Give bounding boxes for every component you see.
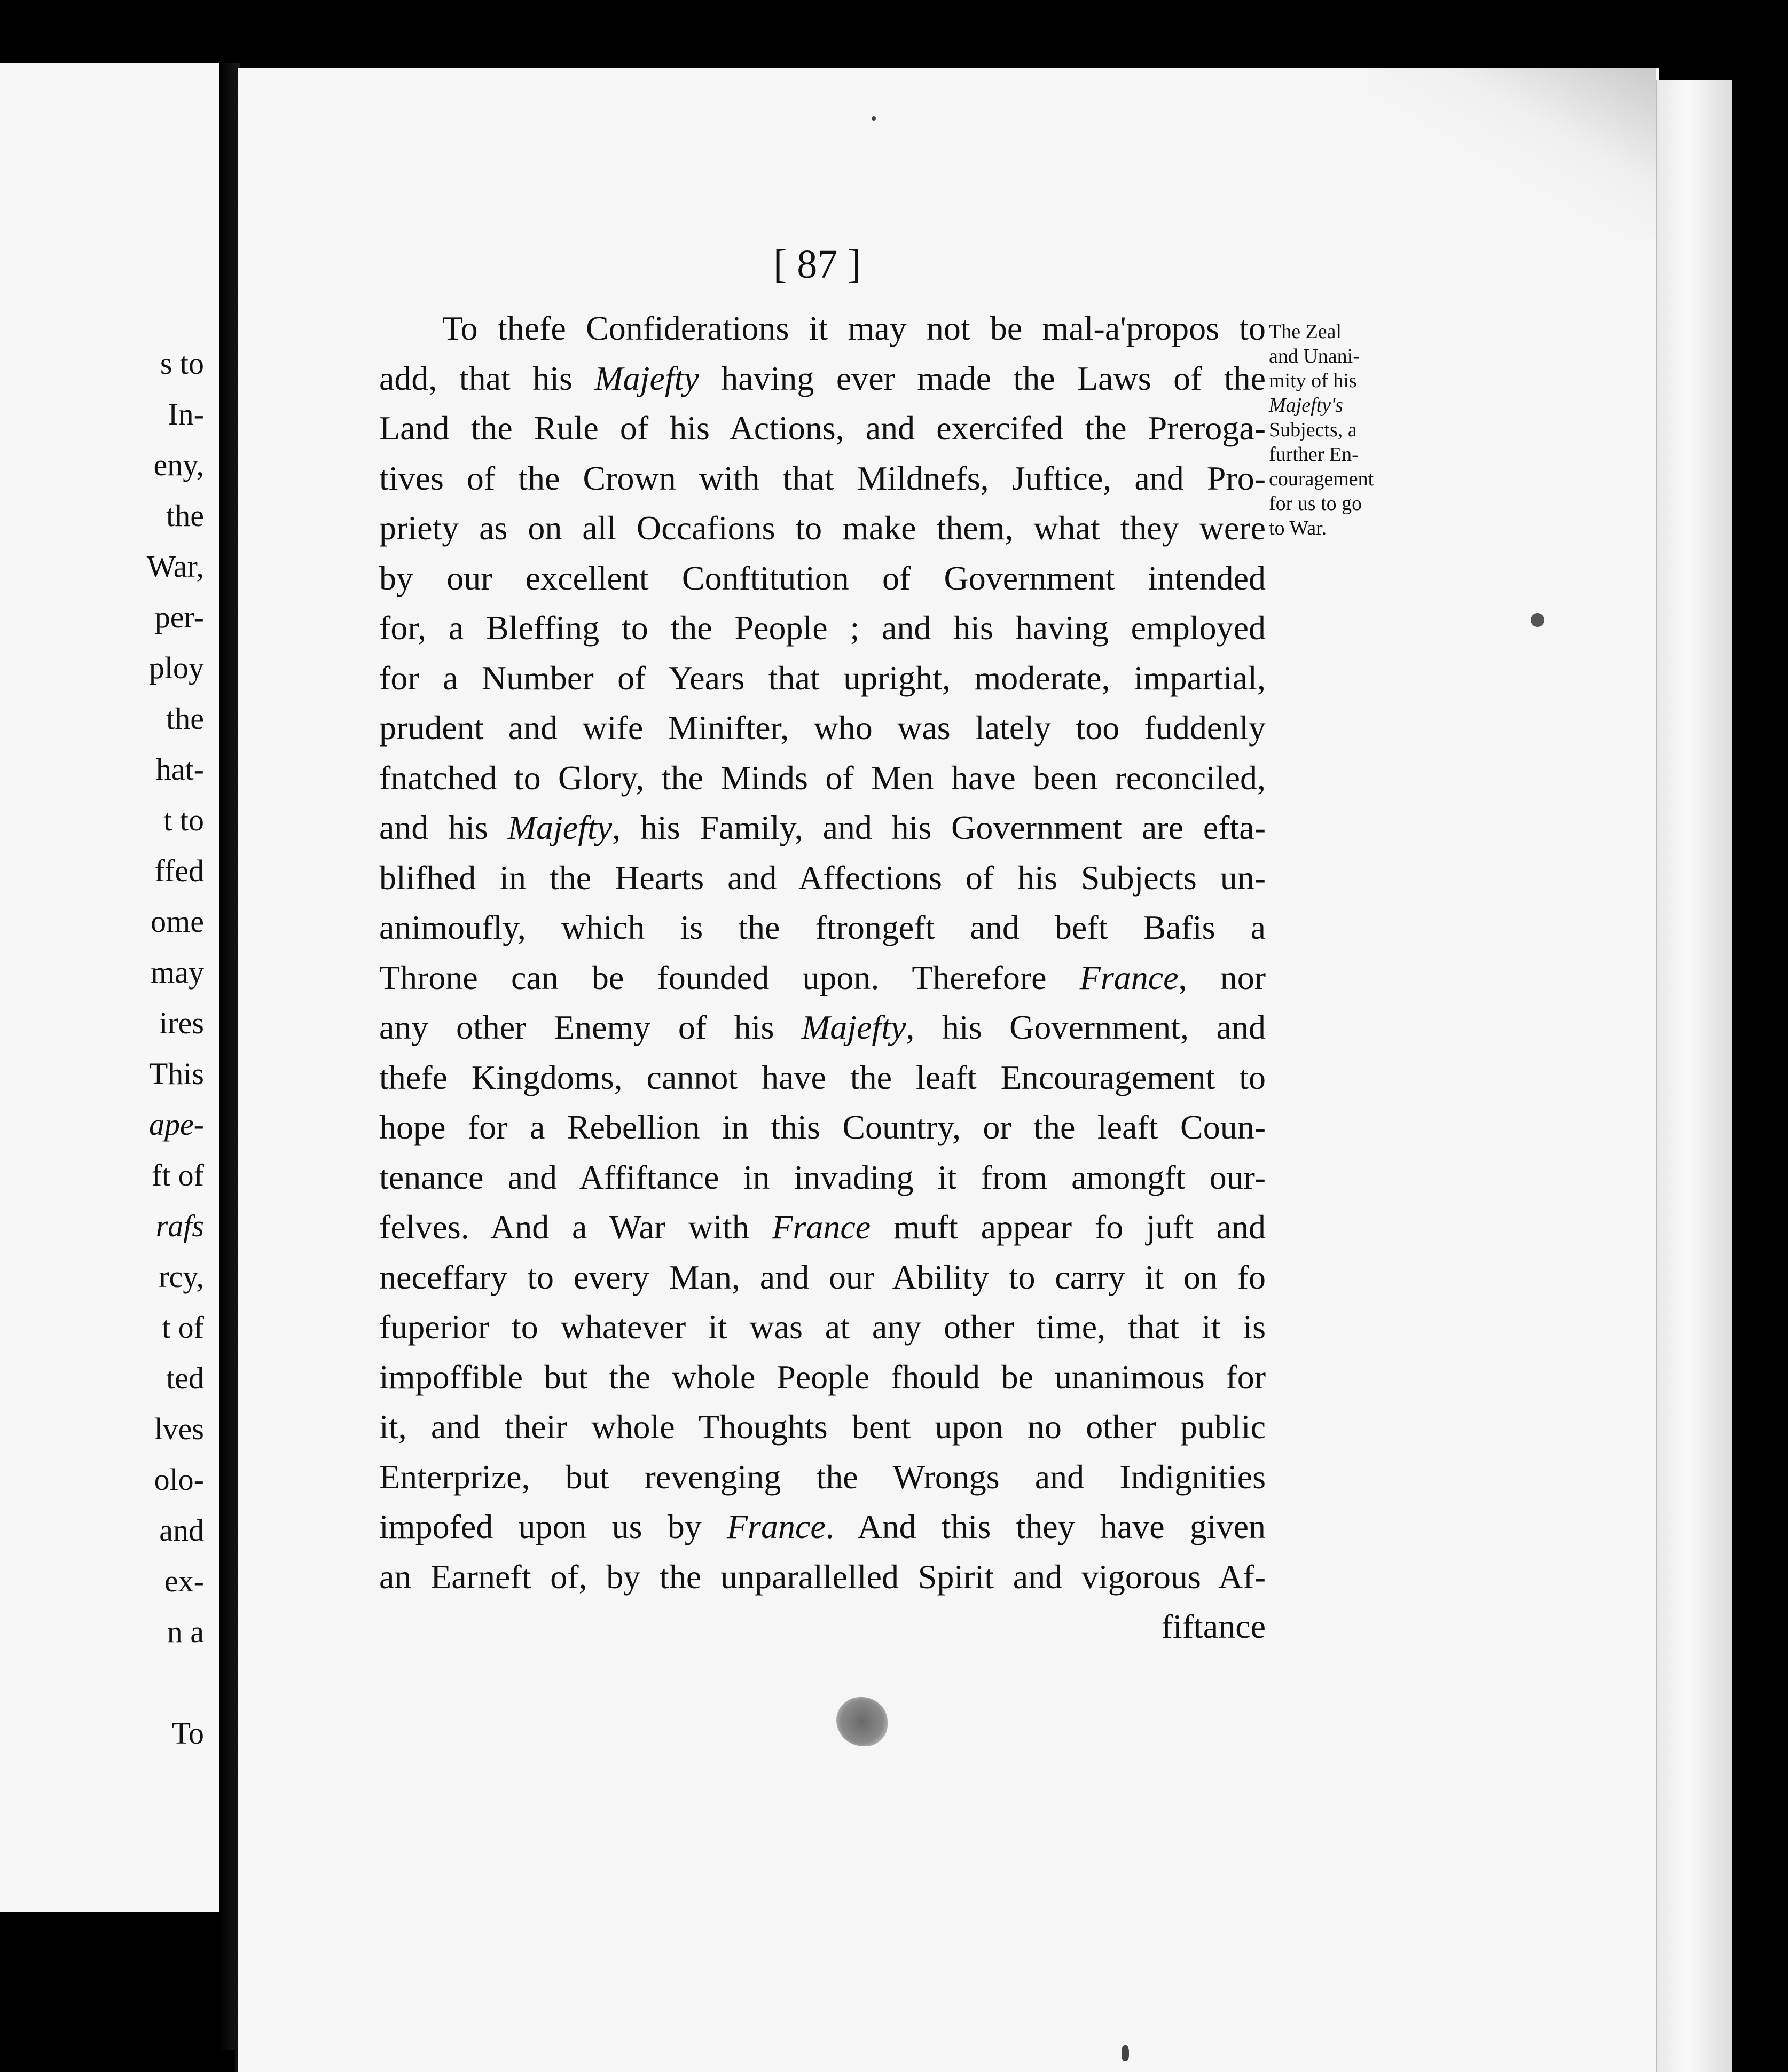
previous-page-line: ape- [148,1107,204,1142]
ink-speck [872,116,876,121]
text-line: thefe Kingdoms, cannot have the leaft Encouragement to [379,1058,1266,1096]
previous-page-line: eny, [153,448,204,482]
margin-note-line: to War. [1269,517,1327,539]
previous-page-line: the [166,701,204,736]
text-line: prudent and wife Minifter, who was lately too fuddenly [379,709,1266,747]
text-line: impoffible but the whole People fhould be unanimous for [379,1357,1266,1396]
previous-page-line: lves [154,1411,204,1446]
previous-page-line: In- [168,397,204,431]
text-line: hope for a Rebellion in this Country, or the leaft Coun- [379,1108,1266,1146]
previous-page-fragment [0,63,221,1912]
margin-note-line: further En- [1269,443,1359,466]
previous-page-line: hat- [155,752,204,787]
previous-page-line: ffed [154,853,204,888]
text-line: it, and their whole Thoughts bent upon no other public [379,1408,1266,1446]
ink-speck [1122,2045,1129,2061]
text-line: fnatched to Glory, the Minds of Men have been reconciled, [379,758,1266,797]
previous-page-line: This [148,1056,204,1091]
text-line: an Earneft of, by the unparallelled Spirit and vigorous Af- [379,1557,1266,1596]
previous-page-line: ploy [148,650,204,685]
previous-page-line: rafs [155,1208,204,1243]
margin-note-line: mity of his [1269,370,1357,392]
text-line: for, a Bleffing to the People ; and his having employed [379,609,1266,647]
previous-page-line: ft of [151,1158,204,1192]
previous-page-line: ires [159,1006,204,1040]
previous-page-line: To [171,1716,204,1751]
text-line: priety as on all Occafions to make them, what they were [379,509,1266,547]
catchword: fiftance [1161,1607,1266,1645]
previous-page-line: ex- [164,1564,204,1598]
previous-page-line: n a [167,1614,204,1649]
page-edge [1656,80,1732,2072]
margin-note [1269,319,1408,540]
previous-page-line: t of [162,1310,204,1345]
folded-corner-shadow [1367,68,1656,239]
previous-page-line: the [166,498,204,533]
text-line: any other Enemy of his Majefty, his Government, and [379,1008,1266,1046]
text-line: tives of the Crown with that Mildnefs, Juftice, and Pro- [379,459,1266,497]
previous-page-line: may [151,955,204,990]
text-line: animoufly, which is the ftrongeft and beft Bafis a [379,908,1266,946]
text-line: and his Majefty, his Family, and his Government are efta- [379,809,1266,846]
previous-page-line [0,1657,209,1708]
text-line: blifhed in the Hearts and Affections of his Subjects un- [379,858,1266,897]
previous-page-line: ted [166,1361,204,1395]
previous-page-line: rcy, [159,1259,204,1294]
body-text [379,303,1266,1652]
previous-page-text [0,338,209,1759]
page-number: [ 87 ] [773,242,861,287]
margin-note-line: couragement [1269,468,1374,490]
text-line: by our excellent Conftitution of Government intended [379,559,1266,597]
previous-page-line: s to [160,346,204,381]
previous-page-line: and [159,1513,204,1548]
text-line: To thefe Confiderations it may not be mal-a'propos to [442,309,1266,347]
text-line: neceffary to every Man, and our Ability to carry it on fo [379,1258,1266,1296]
text-line: for a Number of Years that upright, moderate, impartial, [379,658,1266,697]
previous-page-line: per- [154,600,204,634]
margin-note-line: The Zeal [1269,320,1342,343]
text-line: Throne can be founded upon. Therefore France, nor [379,958,1266,996]
margin-note-line: Subjects, a [1269,419,1357,441]
text-line: Enterprize, but revenging the Wrongs and Indignities [379,1457,1266,1496]
text-line: impofed upon us by France. And this they have given [379,1508,1266,1545]
previous-page-line: ome [151,904,204,939]
text-line: Land the Rule of his Actions, and exercifed the Preroga- [379,409,1266,447]
previous-page-line: t to [163,803,204,837]
text-line: fuperior to whatever it was at any other time, that it is [379,1308,1266,1346]
margin-note-line: and Unani- [1269,345,1360,367]
text-line: add, that his Majefty having ever made the Laws of the [379,359,1266,397]
margin-note-line: for us to go [1269,492,1362,515]
previous-page-line: War, [146,549,204,584]
text-line: tenance and Affiftance in invading it from amongft our- [379,1158,1266,1196]
ink-speck [1531,613,1544,627]
margin-note-line: Majefty's [1269,394,1343,417]
previous-page-line: olo- [154,1462,204,1497]
text-line: felves. And a War with France muft appear fo juft and [379,1208,1266,1246]
